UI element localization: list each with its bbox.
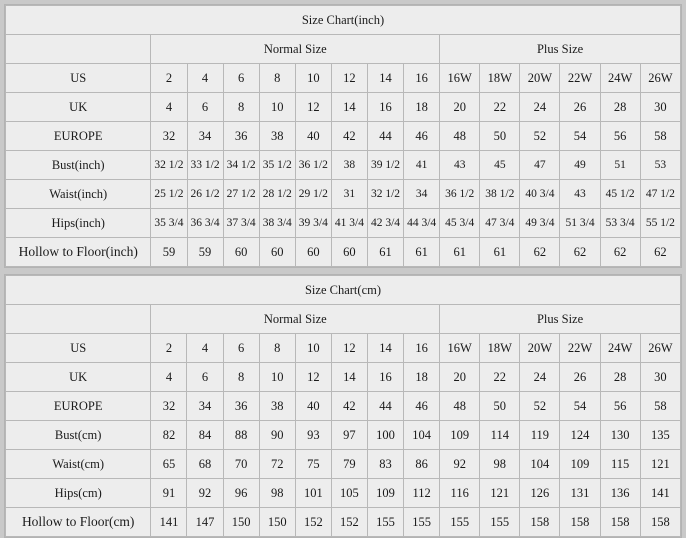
cell: 10 bbox=[259, 363, 295, 392]
cell: 109 bbox=[367, 479, 403, 508]
cell: 4 bbox=[187, 64, 223, 93]
cell: 18W bbox=[480, 334, 520, 363]
cell: 65 bbox=[151, 450, 187, 479]
group-row-spacer bbox=[6, 35, 151, 64]
cell: 121 bbox=[480, 479, 520, 508]
row-label: Waist(inch) bbox=[6, 180, 151, 209]
cell: 54 bbox=[560, 392, 600, 421]
size-chart-cm-table bbox=[5, 275, 681, 537]
cell: 49 3/4 bbox=[520, 209, 560, 238]
cell: 34 bbox=[187, 392, 223, 421]
cell: 16 bbox=[367, 363, 403, 392]
cell: 30 bbox=[640, 363, 680, 392]
cell: 39 1/2 bbox=[367, 151, 403, 180]
cell: 4 bbox=[151, 93, 187, 122]
cell: 48 bbox=[440, 122, 480, 151]
cell: 155 bbox=[367, 508, 403, 537]
cell: 24W bbox=[600, 64, 640, 93]
size-chart-inch-table bbox=[5, 5, 681, 267]
row-label: Hips(cm) bbox=[6, 479, 151, 508]
cell: 16 bbox=[404, 334, 440, 363]
cell: 40 bbox=[295, 122, 331, 151]
cell: 61 bbox=[480, 238, 520, 267]
cell: 29 1/2 bbox=[295, 180, 331, 209]
cell: 104 bbox=[520, 450, 560, 479]
cell: 61 bbox=[440, 238, 480, 267]
cell: 152 bbox=[331, 508, 367, 537]
cell: 50 bbox=[480, 122, 520, 151]
cell: 12 bbox=[295, 363, 331, 392]
table-row bbox=[6, 363, 681, 392]
table-row bbox=[6, 479, 681, 508]
cell: 61 bbox=[367, 238, 403, 267]
cell: 155 bbox=[404, 508, 440, 537]
cell: 22 bbox=[480, 363, 520, 392]
cell: 62 bbox=[560, 238, 600, 267]
cell: 22W bbox=[560, 334, 600, 363]
cell: 101 bbox=[295, 479, 331, 508]
cell: 83 bbox=[367, 450, 403, 479]
row-label: UK bbox=[6, 363, 151, 392]
table-row bbox=[6, 450, 681, 479]
cell: 18W bbox=[480, 64, 520, 93]
cell: 86 bbox=[404, 450, 440, 479]
cell: 90 bbox=[259, 421, 295, 450]
row-label: Bust(inch) bbox=[6, 151, 151, 180]
table-row bbox=[6, 209, 681, 238]
cell: 41 bbox=[404, 151, 440, 180]
cell: 112 bbox=[404, 479, 440, 508]
cell: 92 bbox=[187, 479, 223, 508]
cell: 32 1/2 bbox=[367, 180, 403, 209]
cell: 59 bbox=[151, 238, 187, 267]
cell: 115 bbox=[600, 450, 640, 479]
cell: 14 bbox=[367, 334, 403, 363]
cell: 75 bbox=[295, 450, 331, 479]
cell: 42 bbox=[331, 122, 367, 151]
cell: 60 bbox=[295, 238, 331, 267]
table-row bbox=[6, 151, 681, 180]
cell: 16W bbox=[440, 334, 480, 363]
cell: 52 bbox=[520, 392, 560, 421]
cell: 6 bbox=[187, 93, 223, 122]
cell: 56 bbox=[600, 122, 640, 151]
row-label: EUROPE bbox=[6, 122, 151, 151]
row-label: EUROPE bbox=[6, 392, 151, 421]
table-group-row bbox=[6, 35, 681, 64]
cell: 53 bbox=[640, 151, 680, 180]
cell: 8 bbox=[223, 93, 259, 122]
cell: 100 bbox=[367, 421, 403, 450]
cell: 35 1/2 bbox=[259, 151, 295, 180]
table-row bbox=[6, 122, 681, 151]
cell: 54 bbox=[560, 122, 600, 151]
cell: 20 bbox=[440, 363, 480, 392]
cell: 27 1/2 bbox=[223, 180, 259, 209]
cell: 46 bbox=[404, 122, 440, 151]
cell: 26 1/2 bbox=[187, 180, 223, 209]
cell: 147 bbox=[187, 508, 223, 537]
cell: 40 bbox=[295, 392, 331, 421]
group-header-plus: Plus Size bbox=[440, 35, 681, 64]
cell: 91 bbox=[151, 479, 187, 508]
cell: 42 bbox=[331, 392, 367, 421]
cell: 131 bbox=[560, 479, 600, 508]
cell: 36 1/2 bbox=[440, 180, 480, 209]
cell: 155 bbox=[440, 508, 480, 537]
cell: 158 bbox=[520, 508, 560, 537]
cell: 82 bbox=[151, 421, 187, 450]
table-group-row bbox=[6, 305, 681, 334]
cell: 51 bbox=[600, 151, 640, 180]
cell: 141 bbox=[640, 479, 680, 508]
cell: 109 bbox=[440, 421, 480, 450]
cell: 56 bbox=[600, 392, 640, 421]
cell: 18 bbox=[404, 363, 440, 392]
cell: 42 3/4 bbox=[367, 209, 403, 238]
cell: 6 bbox=[223, 334, 259, 363]
cell: 10 bbox=[295, 64, 331, 93]
cell: 37 3/4 bbox=[223, 209, 259, 238]
cell: 39 3/4 bbox=[295, 209, 331, 238]
cell: 8 bbox=[223, 363, 259, 392]
group-header-normal: Normal Size bbox=[151, 35, 440, 64]
cell: 43 bbox=[440, 151, 480, 180]
cell: 47 3/4 bbox=[480, 209, 520, 238]
cell: 38 bbox=[259, 122, 295, 151]
cell: 126 bbox=[520, 479, 560, 508]
cell: 158 bbox=[560, 508, 600, 537]
cell: 96 bbox=[223, 479, 259, 508]
cell: 70 bbox=[223, 450, 259, 479]
row-label: US bbox=[6, 64, 151, 93]
cell: 72 bbox=[259, 450, 295, 479]
cell: 24 bbox=[520, 93, 560, 122]
row-label: UK bbox=[6, 93, 151, 122]
cell: 36 1/2 bbox=[295, 151, 331, 180]
cell: 22W bbox=[560, 64, 600, 93]
cell: 55 1/2 bbox=[640, 209, 680, 238]
size-chart-inch bbox=[4, 4, 682, 268]
cell: 4 bbox=[187, 334, 223, 363]
cell: 136 bbox=[600, 479, 640, 508]
cell: 62 bbox=[640, 238, 680, 267]
group-header-plus: Plus Size bbox=[440, 305, 681, 334]
table-row bbox=[6, 421, 681, 450]
cell: 32 bbox=[151, 122, 187, 151]
cell: 6 bbox=[187, 363, 223, 392]
cell: 36 bbox=[223, 392, 259, 421]
cell: 14 bbox=[331, 93, 367, 122]
cell: 32 bbox=[151, 392, 187, 421]
row-label: Hips(inch) bbox=[6, 209, 151, 238]
cell: 61 bbox=[404, 238, 440, 267]
cell: 2 bbox=[151, 334, 187, 363]
cell: 93 bbox=[295, 421, 331, 450]
cell: 34 bbox=[187, 122, 223, 151]
cell: 130 bbox=[600, 421, 640, 450]
cell: 60 bbox=[259, 238, 295, 267]
cell: 2 bbox=[151, 64, 187, 93]
cell: 45 3/4 bbox=[440, 209, 480, 238]
cell: 79 bbox=[331, 450, 367, 479]
cell: 58 bbox=[640, 122, 680, 151]
cell: 41 3/4 bbox=[331, 209, 367, 238]
table-title-row bbox=[6, 276, 681, 305]
cell: 47 1/2 bbox=[640, 180, 680, 209]
cell: 33 1/2 bbox=[187, 151, 223, 180]
cell: 44 bbox=[367, 392, 403, 421]
cell: 53 3/4 bbox=[600, 209, 640, 238]
cell: 28 1/2 bbox=[259, 180, 295, 209]
cell: 98 bbox=[259, 479, 295, 508]
cell: 155 bbox=[480, 508, 520, 537]
cell: 16W bbox=[440, 64, 480, 93]
cell: 47 bbox=[520, 151, 560, 180]
cell: 68 bbox=[187, 450, 223, 479]
cell: 4 bbox=[151, 363, 187, 392]
table-row bbox=[6, 64, 681, 93]
row-label: Waist(cm) bbox=[6, 450, 151, 479]
cell: 84 bbox=[187, 421, 223, 450]
cell: 152 bbox=[295, 508, 331, 537]
table-row bbox=[6, 93, 681, 122]
cell: 16 bbox=[404, 64, 440, 93]
cell: 36 3/4 bbox=[187, 209, 223, 238]
cell: 8 bbox=[259, 64, 295, 93]
cell: 20W bbox=[520, 64, 560, 93]
cell: 50 bbox=[480, 392, 520, 421]
cell: 28 bbox=[600, 363, 640, 392]
page-title: Size Chart(inch) bbox=[6, 6, 681, 35]
cell: 45 1/2 bbox=[600, 180, 640, 209]
cell: 36 bbox=[223, 122, 259, 151]
row-label: US bbox=[6, 334, 151, 363]
cell: 12 bbox=[295, 93, 331, 122]
cell: 10 bbox=[295, 334, 331, 363]
row-label: Hollow to Floor(inch) bbox=[6, 238, 151, 267]
cell: 38 3/4 bbox=[259, 209, 295, 238]
cell: 24W bbox=[600, 334, 640, 363]
cell: 14 bbox=[331, 363, 367, 392]
cell: 25 1/2 bbox=[151, 180, 187, 209]
cell: 88 bbox=[223, 421, 259, 450]
cell: 46 bbox=[404, 392, 440, 421]
cell: 28 bbox=[600, 93, 640, 122]
cell: 49 bbox=[560, 151, 600, 180]
size-chart-cm bbox=[4, 274, 682, 538]
cell: 38 1/2 bbox=[480, 180, 520, 209]
cell: 135 bbox=[640, 421, 680, 450]
cell: 119 bbox=[520, 421, 560, 450]
cell: 14 bbox=[367, 64, 403, 93]
cell: 26W bbox=[640, 64, 680, 93]
row-label: Hollow to Floor(cm) bbox=[6, 508, 151, 537]
cell: 59 bbox=[187, 238, 223, 267]
cell: 31 bbox=[331, 180, 367, 209]
cell: 114 bbox=[480, 421, 520, 450]
cell: 124 bbox=[560, 421, 600, 450]
cell: 30 bbox=[640, 93, 680, 122]
cell: 150 bbox=[259, 508, 295, 537]
cell: 141 bbox=[151, 508, 187, 537]
cell: 116 bbox=[440, 479, 480, 508]
cell: 34 1/2 bbox=[223, 151, 259, 180]
cell: 62 bbox=[600, 238, 640, 267]
cell: 60 bbox=[223, 238, 259, 267]
cell: 26 bbox=[560, 363, 600, 392]
table-title-row bbox=[6, 6, 681, 35]
cell: 52 bbox=[520, 122, 560, 151]
cell: 58 bbox=[640, 392, 680, 421]
cell: 24 bbox=[520, 363, 560, 392]
table-row bbox=[6, 238, 681, 267]
cell: 35 3/4 bbox=[151, 209, 187, 238]
cell: 40 3/4 bbox=[520, 180, 560, 209]
cell: 51 3/4 bbox=[560, 209, 600, 238]
table-row bbox=[6, 180, 681, 209]
group-header-normal: Normal Size bbox=[151, 305, 440, 334]
cell: 34 bbox=[404, 180, 440, 209]
cell: 38 bbox=[331, 151, 367, 180]
cell: 158 bbox=[640, 508, 680, 537]
cell: 18 bbox=[404, 93, 440, 122]
cell: 43 bbox=[560, 180, 600, 209]
cell: 26W bbox=[640, 334, 680, 363]
cell: 26 bbox=[560, 93, 600, 122]
row-label: Bust(cm) bbox=[6, 421, 151, 450]
cell: 20W bbox=[520, 334, 560, 363]
cell: 16 bbox=[367, 93, 403, 122]
cell: 8 bbox=[259, 334, 295, 363]
cell: 44 3/4 bbox=[404, 209, 440, 238]
cell: 60 bbox=[331, 238, 367, 267]
cell: 92 bbox=[440, 450, 480, 479]
table-row bbox=[6, 334, 681, 363]
group-row-spacer bbox=[6, 305, 151, 334]
table-row bbox=[6, 392, 681, 421]
cell: 6 bbox=[223, 64, 259, 93]
cell: 12 bbox=[331, 64, 367, 93]
cell: 97 bbox=[331, 421, 367, 450]
cell: 104 bbox=[404, 421, 440, 450]
cell: 105 bbox=[331, 479, 367, 508]
cell: 109 bbox=[560, 450, 600, 479]
cell: 20 bbox=[440, 93, 480, 122]
cell: 150 bbox=[223, 508, 259, 537]
cell: 44 bbox=[367, 122, 403, 151]
cell: 22 bbox=[480, 93, 520, 122]
cell: 45 bbox=[480, 151, 520, 180]
cell: 98 bbox=[480, 450, 520, 479]
cell: 48 bbox=[440, 392, 480, 421]
cell: 121 bbox=[640, 450, 680, 479]
cell: 38 bbox=[259, 392, 295, 421]
cell: 62 bbox=[520, 238, 560, 267]
cell: 158 bbox=[600, 508, 640, 537]
table-row bbox=[6, 508, 681, 537]
cell: 32 1/2 bbox=[151, 151, 187, 180]
cell: 12 bbox=[331, 334, 367, 363]
cell: 10 bbox=[259, 93, 295, 122]
page-title: Size Chart(cm) bbox=[6, 276, 681, 305]
